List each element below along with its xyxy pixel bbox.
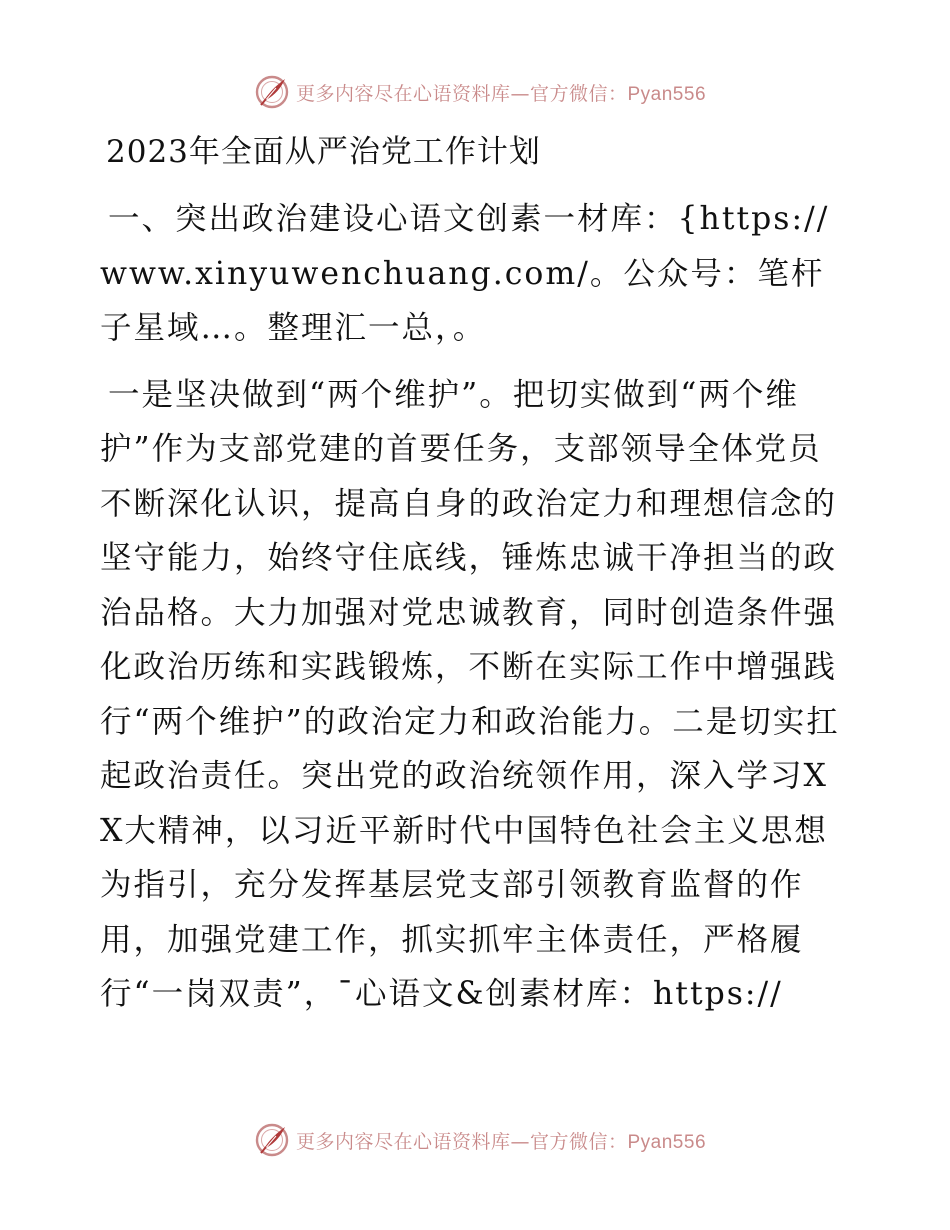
document-body	[100, 192, 852, 1022]
quill-logo-icon	[254, 74, 290, 110]
quill-logo-icon	[254, 1122, 290, 1158]
watermark-group	[254, 1122, 706, 1158]
watermark-footer	[0, 1118, 950, 1162]
watermark-text: 更多内容尽在心语资料库—官方微信：Pyan556	[295, 82, 707, 105]
body-paragraph: 一是坚决做到“两个维护”。把切实做到“两个维护”作为支部党建的首要任务，支部领导全体党员不断深化认识，提高自身的政治定力和理想信念的坚守能力，始终守住底线，锤炼忠诚干净担当的政治品格。大力加强对党忠诚教育，同时创造条件强化政治历练和实践锻炼，不断在实际工作中增强践行“两个维护”的政治定力和政治能力。二是切实扛起政治责任。突出党的政治统领作用，深入学习XX大精神，以习近平新时代中国特色社会主义思想为指引，充分发挥基层党支部引领教育监督的作用，加强党建工作，抓实抓牢主体责任，严格履行“一岗双责”，¯心语文&创素材库：https://	[100, 376, 840, 1012]
document-title: 2023年全面从严治党工作计划	[106, 134, 541, 170]
section-heading: 一、突出政治建设心语文创素一材库：{https://www.xinyuwenchuang.com/。公众号：笔杆子星域…。整理汇一总，。	[100, 201, 830, 346]
watermark-header	[0, 70, 950, 114]
watermark-text: 更多内容尽在心语资料库—官方微信：Pyan556	[295, 1130, 707, 1153]
watermark-group	[254, 74, 706, 110]
